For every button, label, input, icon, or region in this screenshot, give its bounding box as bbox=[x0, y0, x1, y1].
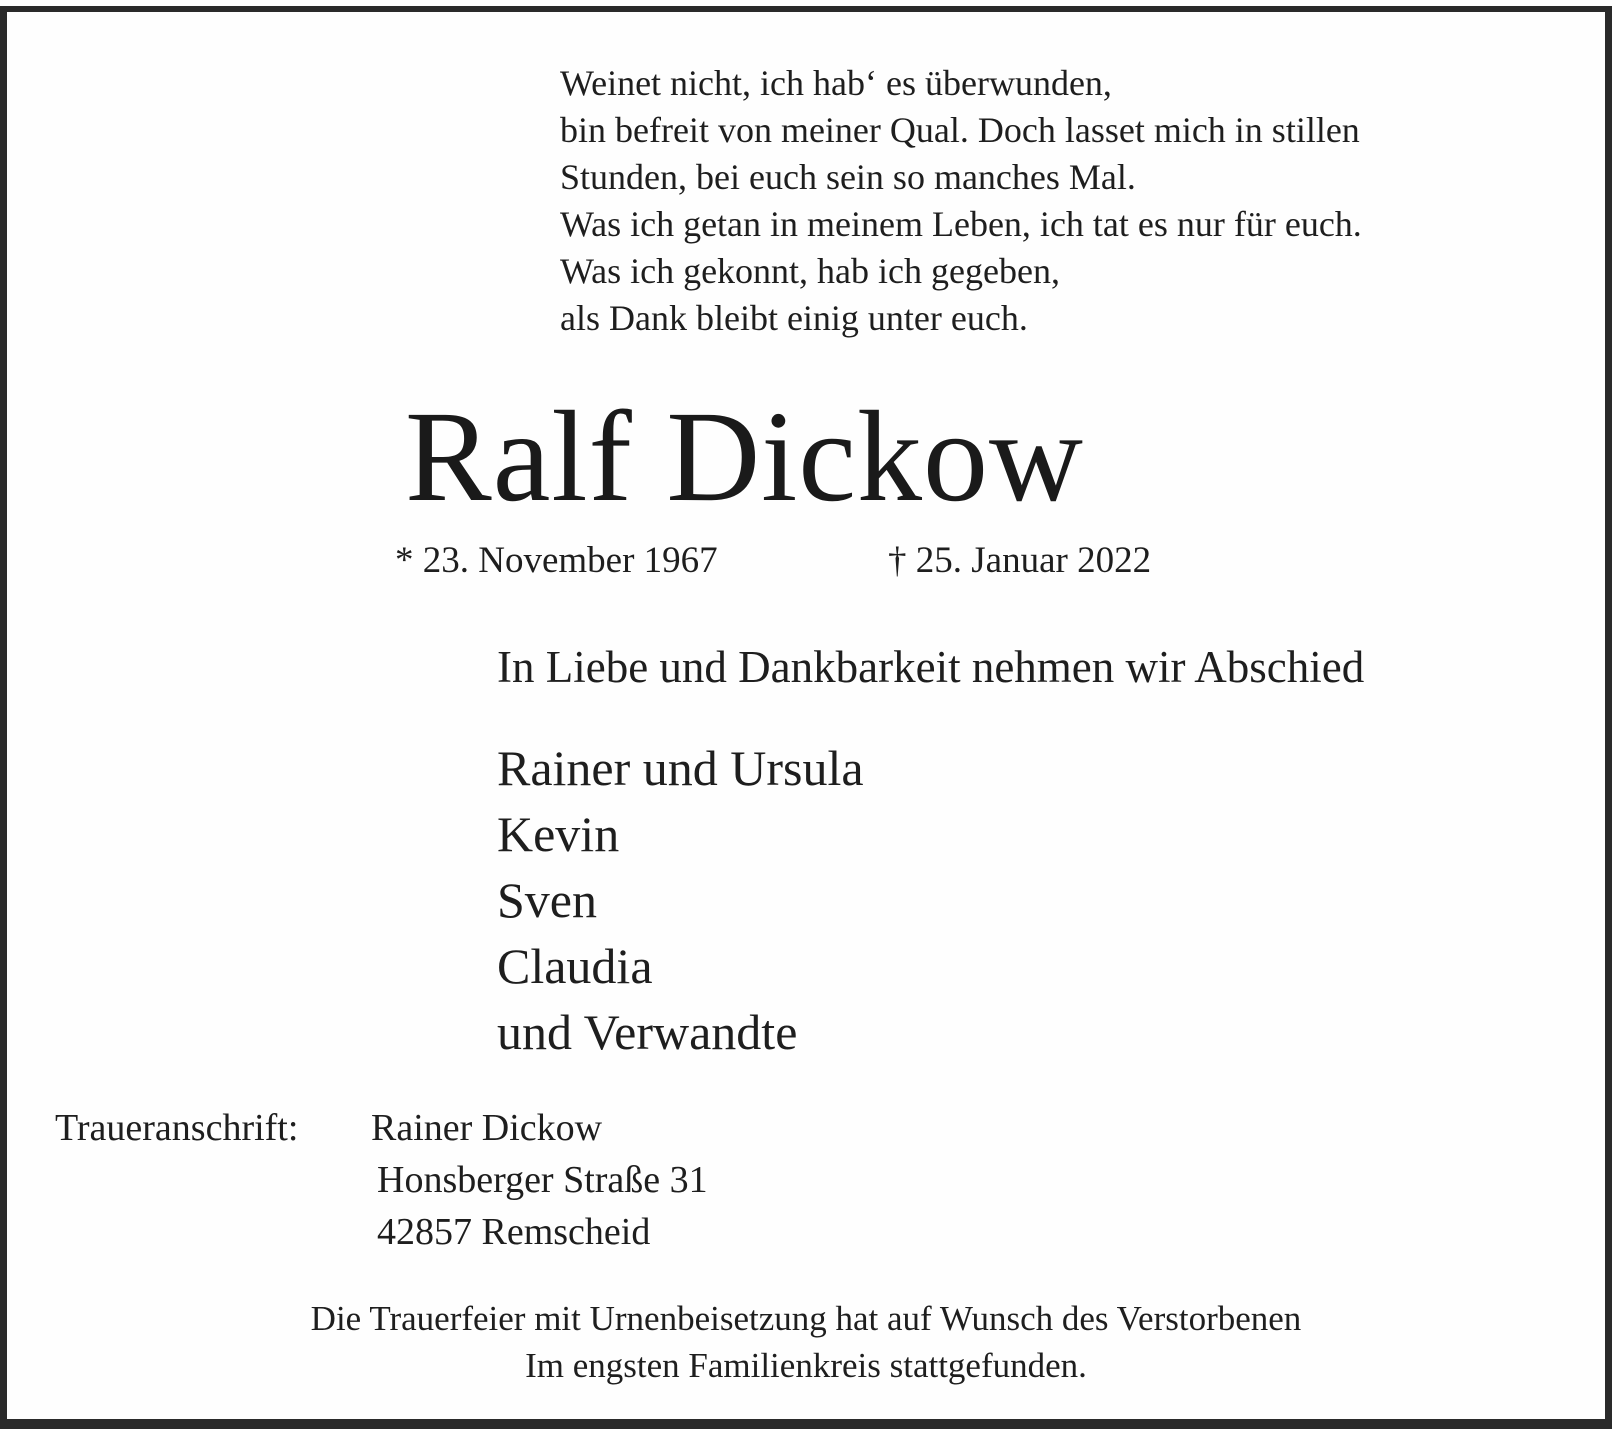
birth-date: * 23. November 1967 bbox=[395, 540, 718, 581]
deceased-name: Ralf Dickow bbox=[405, 385, 1084, 529]
mourner-item: Sven bbox=[497, 872, 597, 928]
mourner-item: Claudia bbox=[497, 938, 653, 994]
address-name: Rainer Dickow bbox=[371, 1107, 603, 1149]
notice-line: Die Trauerfeier mit Urnenbeisetzung hat auf Wunsch des Verstorbenen bbox=[310, 1299, 1302, 1338]
death-date: † 25. Januar 2022 bbox=[888, 540, 1152, 581]
notice-line: Im engsten Familienkreis stattgefunden. bbox=[525, 1346, 1087, 1385]
poem-block bbox=[560, 60, 1362, 342]
poem-line: bin befreit von meiner Qual. Doch lasset mich in stillen bbox=[560, 110, 1360, 150]
mourning-address bbox=[371, 1102, 708, 1258]
poem-line: Weinet nicht, ich hab‘ es überwunden, bbox=[560, 63, 1112, 103]
farewell-line: In Liebe und Dankbarkeit nehmen wir Abschied bbox=[497, 642, 1365, 692]
mourner-item: und Verwandte bbox=[497, 1004, 798, 1060]
address-street: Honsberger Straße 31 bbox=[377, 1159, 708, 1201]
obituary-frame bbox=[0, 6, 1612, 1429]
mourner-item: Kevin bbox=[497, 806, 620, 862]
poem-line: Was ich gekonnt, hab ich gegeben, bbox=[560, 251, 1060, 291]
funeral-notice bbox=[7, 1295, 1605, 1389]
mourners-list bbox=[497, 735, 864, 1065]
mourner-item: Rainer und Ursula bbox=[497, 740, 864, 796]
poem-line: Was ich getan in meinem Leben, ich tat es nur für euch. bbox=[560, 204, 1362, 244]
address-city: 42857 Remscheid bbox=[377, 1211, 651, 1253]
poem-line: Stunden, bei euch sein so manches Mal. bbox=[560, 157, 1136, 197]
address-label: Traueranschrift: bbox=[55, 1107, 299, 1149]
poem-line: als Dank bleibt einig unter euch. bbox=[560, 298, 1028, 338]
